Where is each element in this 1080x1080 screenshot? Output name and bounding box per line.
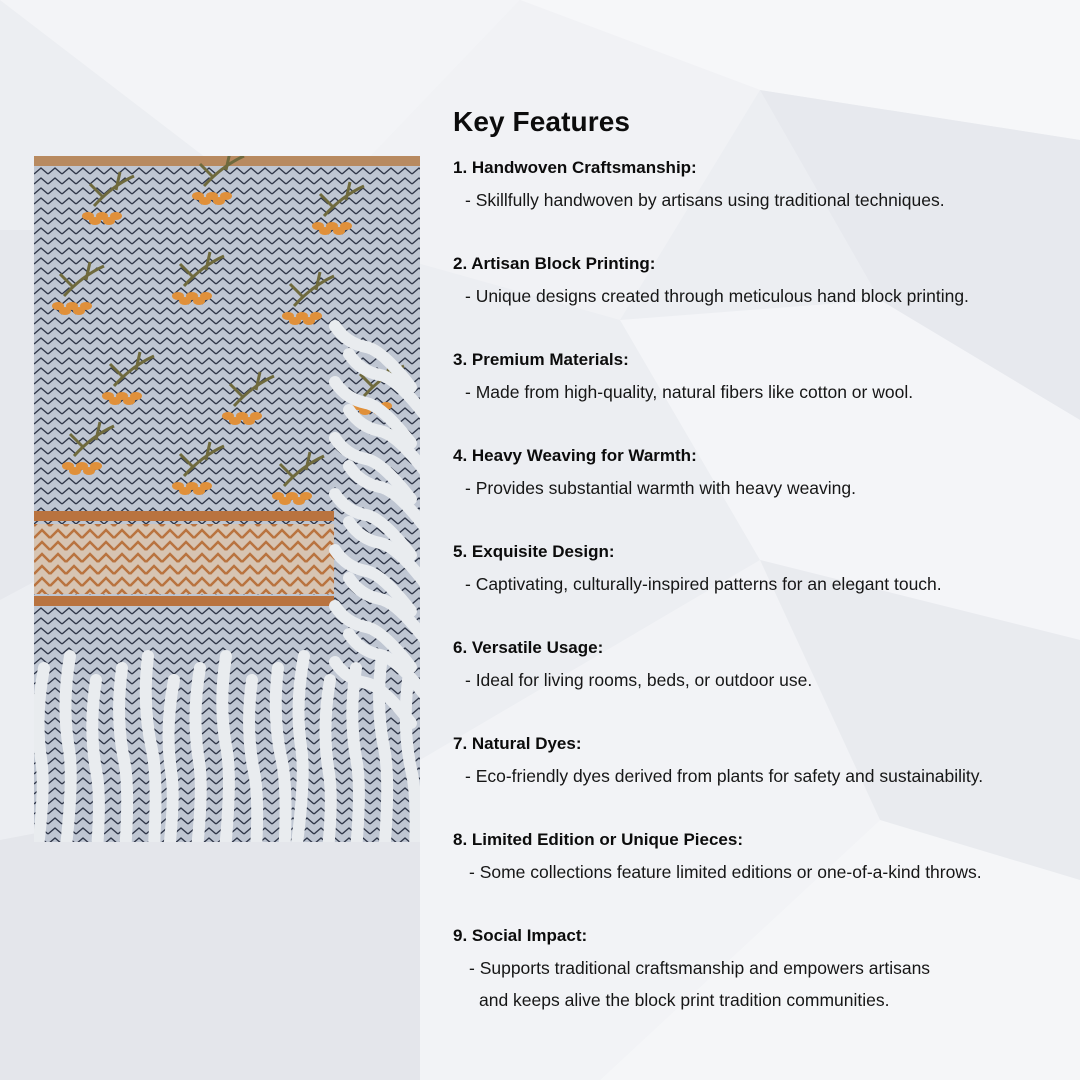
feature-description-line: - Skillfully handwoven by artisans using traditional techniques. [465, 190, 945, 210]
feature-heading: 4. Heavy Weaving for Warmth: [453, 446, 697, 465]
feature-description-line: - Made from high-quality, natural fibers like cotton or wool. [465, 382, 914, 402]
feature-description-line: - Unique designs created through meticulous hand block printing. [465, 286, 969, 306]
feature-item [453, 634, 1063, 730]
feature-heading: 8. Limited Edition or Unique Pieces: [453, 830, 743, 849]
feature-description-line: - Supports traditional craftsmanship and empowers artisans [469, 958, 931, 978]
feature-description [453, 760, 1063, 792]
feature-description [453, 184, 1063, 216]
feature-heading: 2. Artisan Block Printing: [453, 254, 656, 273]
feature-heading: 7. Natural Dyes: [453, 734, 582, 753]
feature-description-line: - Ideal for living rooms, beds, or outdoor use. [465, 670, 813, 690]
feature-description-line: - Eco-friendly dyes derived from plants for safety and sustainability. [465, 766, 984, 786]
feature-item [453, 442, 1063, 538]
feature-description [453, 856, 1063, 888]
feature-description [453, 568, 1063, 600]
feature-item [453, 826, 1063, 922]
feature-item [453, 538, 1063, 634]
features-list [453, 154, 1063, 1018]
feature-item [453, 250, 1063, 346]
feature-description [453, 280, 1063, 312]
feature-description [453, 664, 1063, 696]
feature-description [453, 472, 1063, 504]
feature-description [453, 952, 1063, 1016]
feature-item [453, 730, 1063, 826]
feature-heading: 6. Versatile Usage: [453, 638, 604, 657]
feature-heading: 9. Social Impact: [453, 926, 588, 945]
feature-description-line: - Captivating, culturally-inspired patterns for an elegant touch. [465, 574, 942, 594]
feature-heading: 1. Handwoven Craftsmanship: [453, 158, 697, 177]
feature-description [453, 376, 1063, 408]
feature-heading: 3. Premium Materials: [453, 350, 629, 369]
page-title: Key Features [453, 106, 631, 137]
feature-heading: 5. Exquisite Design: [453, 542, 615, 561]
feature-description-line: - Provides substantial warmth with heavy weaving. [465, 478, 857, 498]
feature-item [453, 154, 1063, 250]
feature-description-line: and keeps alive the block print tradition communities. [479, 990, 890, 1010]
feature-item [453, 346, 1063, 442]
product-photo [34, 156, 420, 842]
feature-item [453, 922, 1063, 1018]
feature-description-line: - Some collections feature limited editions or one-of-a-kind throws. [469, 862, 982, 882]
throw-blanket-photo-icon [34, 156, 420, 842]
